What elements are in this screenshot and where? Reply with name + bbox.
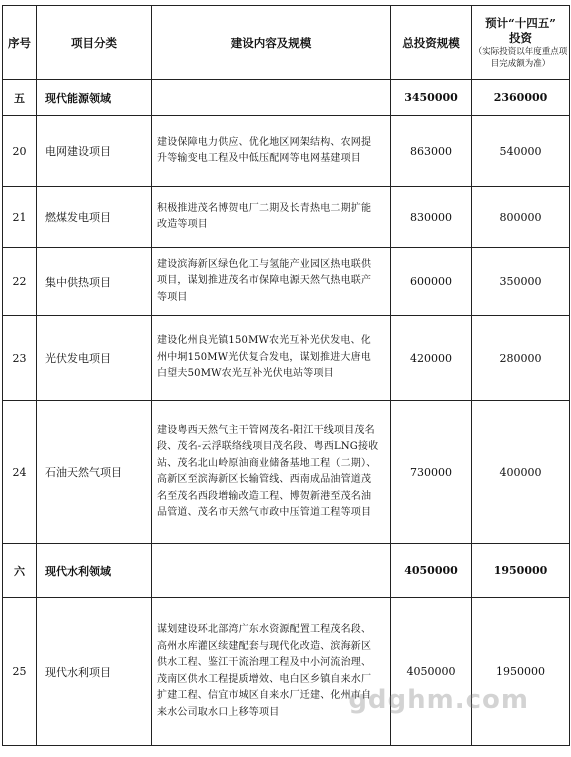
row-projected: 350000 <box>472 248 570 316</box>
table-row <box>3 401 570 544</box>
table-row <box>3 187 570 248</box>
row-total: 863000 <box>391 116 472 187</box>
header-seq: 序号 <box>3 6 37 80</box>
table-row-section <box>3 544 570 598</box>
row-seq: 24 <box>3 401 37 544</box>
row-seq: 六 <box>3 544 37 598</box>
row-content: 建设滨海新区绿色化工与氢能产业园区热电联供项目，谋划推进茂名市保障电源天然气热电联产等项目 <box>152 248 391 316</box>
row-category: 石油天然气项目 <box>37 401 152 544</box>
row-seq: 21 <box>3 187 37 248</box>
row-projected: 800000 <box>472 187 570 248</box>
table-header-row <box>3 6 570 80</box>
row-total: 4050000 <box>391 598 472 746</box>
row-projected: 400000 <box>472 401 570 544</box>
row-projected: 2360000 <box>472 80 570 116</box>
header-projected-note: （实际投资以年度重点项目完成额为准） <box>473 46 568 69</box>
row-seq: 23 <box>3 316 37 401</box>
row-total: 3450000 <box>391 80 472 116</box>
watermark: gdghm.com <box>348 685 529 715</box>
row-total: 830000 <box>391 187 472 248</box>
row-total: 4050000 <box>391 544 472 598</box>
header-projected-line2: 投资 <box>509 30 532 45</box>
row-content: 谋划建设环北部湾广东水资源配置工程茂名段、高州水库灌区续建配套与现代化改造、滨海新区供水工程、鉴江干流治理工程及中小河流治理、茂南区供水工程提质增效、电白区乡镇自来水厂扩建工程、信宜市城区自来水厂迁建、化州市自来水公司取水口上移等项目 <box>152 598 391 746</box>
row-content <box>152 80 391 116</box>
row-seq: 20 <box>3 116 37 187</box>
row-category: 集中供热项目 <box>37 248 152 316</box>
table-row <box>3 248 570 316</box>
row-content: 建设保障电力供应、优化地区网架结构、农网提升等输变电工程及中低压配网等电网基建项目 <box>152 116 391 187</box>
row-projected: 1950000 <box>472 544 570 598</box>
header-projected <box>472 6 570 80</box>
row-projected: 1950000 <box>472 598 570 746</box>
row-category: 电网建设项目 <box>37 116 152 187</box>
row-total: 730000 <box>391 401 472 544</box>
row-content: 建设粤西天然气主干管网茂名-阳江干线项目茂名段、茂名-云浮联络线项目茂名段、粤西LNG接收站、茂名北山岭原油商业储备基地工程（二期）、高新区至滨海新区长输管线、西南成品油管道茂名至茂名西段增输改造工程、博贺新港至茂名油品管道、茂名市天然气市政中压管道工程等项目 <box>152 401 391 544</box>
table-row-section <box>3 80 570 116</box>
row-category: 燃煤发电项目 <box>37 187 152 248</box>
table-row <box>3 598 570 746</box>
row-projected: 540000 <box>472 116 570 187</box>
header-total: 总投资规模 <box>391 6 472 80</box>
row-category: 现代水利项目 <box>37 598 152 746</box>
row-content: 积极推进茂名博贺电厂二期及长青热电二期扩能改造等项目 <box>152 187 391 248</box>
header-projected-line1: 预计“十四五” <box>485 15 556 30</box>
row-seq: 五 <box>3 80 37 116</box>
header-content: 建设内容及规模 <box>152 6 391 80</box>
investment-table <box>2 5 570 746</box>
row-content <box>152 544 391 598</box>
row-seq: 22 <box>3 248 37 316</box>
row-category: 现代能源领域 <box>37 80 152 116</box>
row-total: 600000 <box>391 248 472 316</box>
row-content: 建设化州良光镇150MW农光互补光伏发电、化州中垌150MW光伏复合发电，谋划推进大唐电白望夫50MW农光互补光伏电站等项目 <box>152 316 391 401</box>
row-seq: 25 <box>3 598 37 746</box>
row-category: 光伏发电项目 <box>37 316 152 401</box>
row-projected: 280000 <box>472 316 570 401</box>
table-row <box>3 116 570 187</box>
row-total: 420000 <box>391 316 472 401</box>
table-row <box>3 316 570 401</box>
header-category: 项目分类 <box>37 6 152 80</box>
row-category: 现代水利领域 <box>37 544 152 598</box>
